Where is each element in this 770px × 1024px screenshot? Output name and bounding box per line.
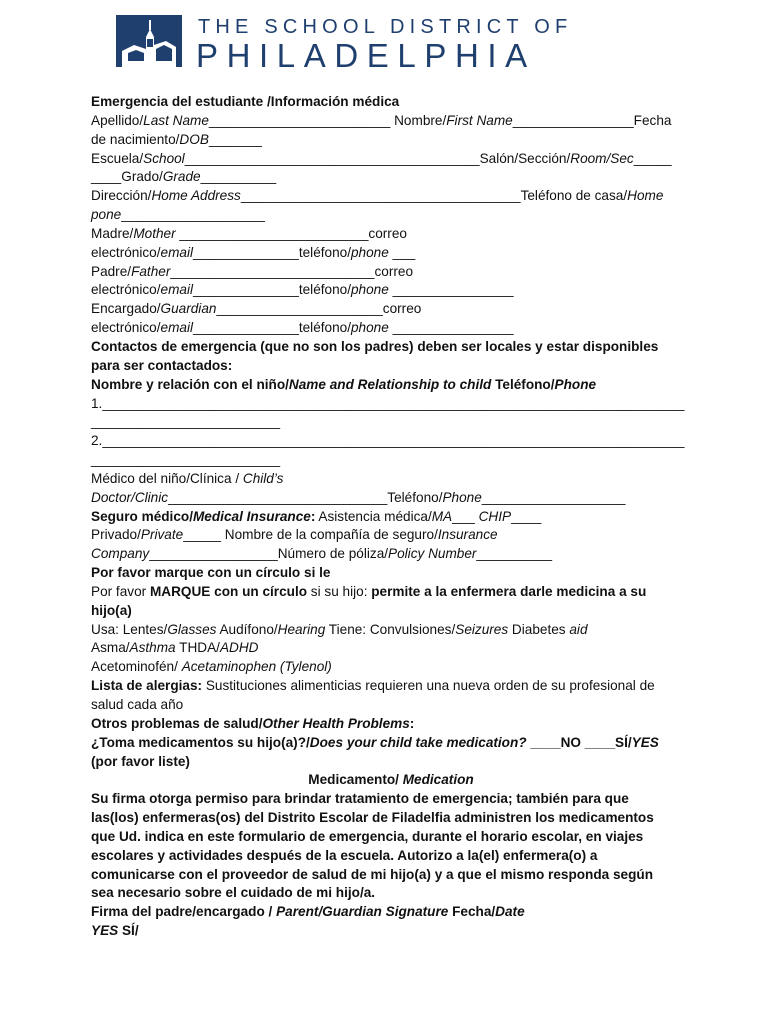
signature-line: Firma del padre/encargado / Parent/Guardian Signature Fecha/Date — [91, 904, 525, 920]
guardian-contact-line: electrónico/email______________teléfono/phone ________________ — [91, 320, 514, 336]
last-name-line: Apellido/Last Name________________________ Nombre/First Name________________Fecha — [91, 112, 672, 128]
circle-instructions: Por favor MARQUE con un círculo si su hijo: permite a la enfermera darle medicina a su — [91, 583, 647, 599]
dob-line: de nacimiento/DOB_______ — [91, 131, 262, 147]
home-phone-line: pone___________________ — [91, 207, 265, 223]
liberty-bell-logo-icon — [116, 15, 182, 67]
acetaminophen-line: Acetominofén/ Acetaminophen (Tylenol) — [91, 659, 332, 675]
district-header — [116, 15, 616, 74]
contact-1-line: 1._____________________________________________________________________________ — [91, 395, 685, 411]
medication-heading: Medicamento/ Medication — [308, 772, 474, 788]
mother-line: Madre/Mother _________________________correo — [91, 225, 407, 241]
form-title: Emergencia del estudiante /Información médica — [91, 94, 400, 109]
emergency-contacts-heading: Contactos de emergencia (que no son los padres) deben ser locales y estar disponibles — [91, 338, 659, 354]
consent-text-6: sea necesario sobre el cuidado de mi hijo/a. — [91, 885, 376, 901]
insurance-line: Seguro médico/Medical Insurance: Asistencia médica/MA___ CHIP____ — [91, 508, 542, 524]
doctor-line: Médico del niño/Clínica / Child’s — [91, 470, 284, 486]
other-problems-line: Otros problemas de salud/Other Health Problems: — [91, 715, 415, 731]
guardian-line: Encargado/Guardian______________________correo — [91, 301, 422, 317]
contact-2-line: 2._____________________________________________________________________________ — [91, 433, 685, 449]
circle-instructions-cont: hijo(a) — [91, 602, 132, 618]
school-line: Escuela/School_______________________________________Salón/Sección/Room/Sec_____ — [91, 150, 672, 166]
private-insurance-line: Privado/Private_____ Nombre de la compañía de seguro/Insurance — [91, 527, 498, 543]
father-contact-line: electrónico/email______________teléfono/phone ________________ — [91, 282, 514, 298]
logo-line2: PHILADELPHIA — [196, 37, 536, 74]
conditions-line: Usa: Lentes/Glasses Audífono/Hearing Tiene: Convulsiones/Seizures Diabetes aid — [91, 621, 588, 637]
emergency-form — [91, 93, 691, 941]
logo-line1: THE SCHOOL DISTRICT OF — [198, 16, 573, 38]
father-line: Padre/Father___________________________correo — [91, 263, 414, 279]
doctor-phone-line: Doctor/Clinic_____________________________Teléfono/Phone___________________ — [91, 489, 626, 505]
asthma-line: Asma/Asthma THDA/ADHD — [91, 640, 259, 656]
please-list: (por favor liste) — [91, 753, 190, 769]
consent-text-1: Su firma otorga permiso para brindar tratamiento de emergencia; también para que — [91, 791, 629, 807]
address-line: Dirección/Home Address_____________________________________Teléfono de casa/Home — [91, 188, 664, 204]
policy-line: Company_________________Número de póliza/Policy Number__________ — [91, 546, 553, 562]
contact-columns-heading: Nombre y relación con el niño/Name and Relationship to child Teléfono/Phone — [91, 376, 597, 392]
yes-line: YES SÍ/ — [91, 923, 139, 939]
contact-1-cont: _________________________ — [91, 414, 281, 430]
emergency-contacts-heading-cont: para ser contactados: — [91, 357, 233, 373]
circle-heading: Por favor marque con un círculo si le — [91, 565, 331, 581]
allergies-line: Lista de alergias: Sustituciones alimenticias requieren una nueva orden de su profesional de — [91, 678, 655, 694]
contact-2-cont: _________________________ — [91, 452, 281, 468]
consent-text-2: las(los) enfermeras(os) del Distrito Escolar de Filadelfia administren los medicamentos — [91, 810, 654, 826]
consent-text-5: comunicarse con el proveedor de salud de mi hijo(a) y a que el mismo responda según — [91, 866, 654, 882]
medication-question: ¿Toma medicamentos su hijo(a)?/Does your child take medication? ____NO ____SÍ/YES — [91, 734, 659, 750]
mother-contact-line: electrónico/email______________teléfono/phone ___ — [91, 244, 416, 260]
consent-text-4: escolares y actividades después de la escuela. Autorizo a la(el) enfermera(o) a — [91, 847, 598, 863]
consent-text-3: que Ud. indica en este formulario de emergencia, durante el horario escolar, en viajes — [91, 828, 644, 844]
allergies-line-cont: salud cada año — [91, 697, 184, 712]
grade-line: ____Grado/Grade__________ — [91, 169, 277, 185]
